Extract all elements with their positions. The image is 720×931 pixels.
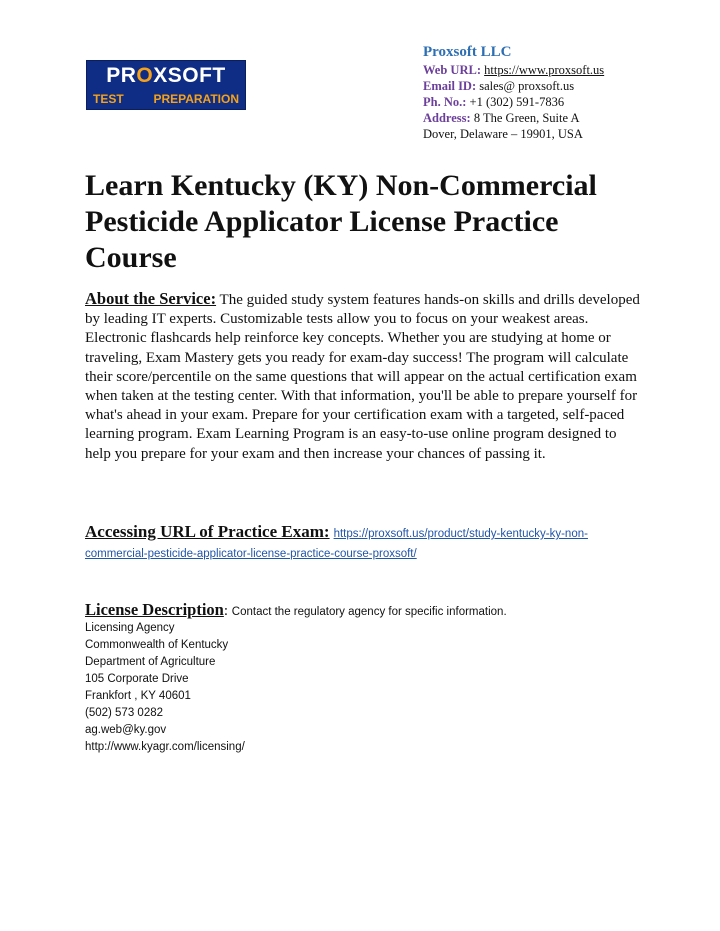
company-name: Proxsoft LLC	[423, 44, 512, 60]
logo-tagline: TEST PREPARATION	[93, 92, 239, 106]
about-body: The guided study system features hands-on skills and drills developed by leading IT experts. Customizable tests allow you to focus on your weakest areas. Electronic flashcards help reinforce key concepts. Whether you are studying at home or traveling, Exam Mastery gets you ready for exam-day success! The program will calculate their score/percentile on the same questions that will appear on the actual certification exam when taken at the testing center. With that information, you'll be able to prepare yourself for what's ahead in your exam. Prepare for your certification exam with a targeted, self-paced learning program. Exam Learning Program is an easy-to-use online program designed to help you prepare for your exam and then increase your chances of passing it.	[85, 292, 640, 462]
web-url-link[interactable]: https://www.proxsoft.us	[484, 63, 605, 77]
page-title: Learn Kentucky (KY) Non-Commercial Pesticide Applicator License Practice Course	[85, 169, 597, 274]
license-website[interactable]: http://www.kyagr.com/licensing/	[85, 741, 245, 753]
email-value: sales@ proxsoft.us	[479, 79, 575, 93]
about-heading: About the Service:	[85, 289, 217, 308]
phone-row: Ph. No.: +1 (302) 591-7836	[423, 95, 565, 109]
address-line-2: Dover, Delaware – 19901, USA	[423, 127, 583, 141]
license-email: ag.web@ky.gov	[85, 724, 167, 736]
address-line-1: 8 The Green, Suite A	[473, 111, 580, 125]
email-row: Email ID: sales@ proxsoft.us	[423, 79, 575, 93]
license-agency-label: Licensing Agency	[85, 622, 175, 634]
about-section	[85, 289, 645, 464]
license-street: 105 Corporate Drive	[85, 673, 189, 685]
license-section	[85, 600, 645, 756]
web-url-row: Web URL: https://www.proxsoft.us	[423, 63, 605, 77]
license-city: Frankfort , KY 40601	[85, 690, 191, 702]
license-phone: (502) 573 0282	[85, 707, 164, 719]
company-logo	[86, 60, 246, 110]
company-contact	[423, 44, 713, 142]
phone-value: +1 (302) 591-7836	[469, 95, 565, 109]
access-url-heading: Accessing URL of Practice Exam:	[85, 522, 330, 541]
license-note: Contact the regulatory agency for specific information.	[231, 606, 507, 618]
license-heading-line: License Description: Contact the regulatory agency for specific information.	[85, 600, 507, 619]
license-department: Department of Agriculture	[85, 656, 216, 668]
logo-wordmark: PROXSOFT	[106, 64, 226, 87]
license-heading: License Description	[85, 600, 224, 619]
practice-exam-link[interactable]: https://proxsoft.us/product/study-kentucky-ky-non-commercial-pesticide-applicator-license-practice-course-proxsoft/	[85, 528, 588, 560]
access-url-section	[85, 522, 645, 564]
license-agency-name: Commonwealth of Kentucky	[85, 639, 229, 651]
address-row: Address: 8 The Green, Suite A	[423, 111, 580, 125]
